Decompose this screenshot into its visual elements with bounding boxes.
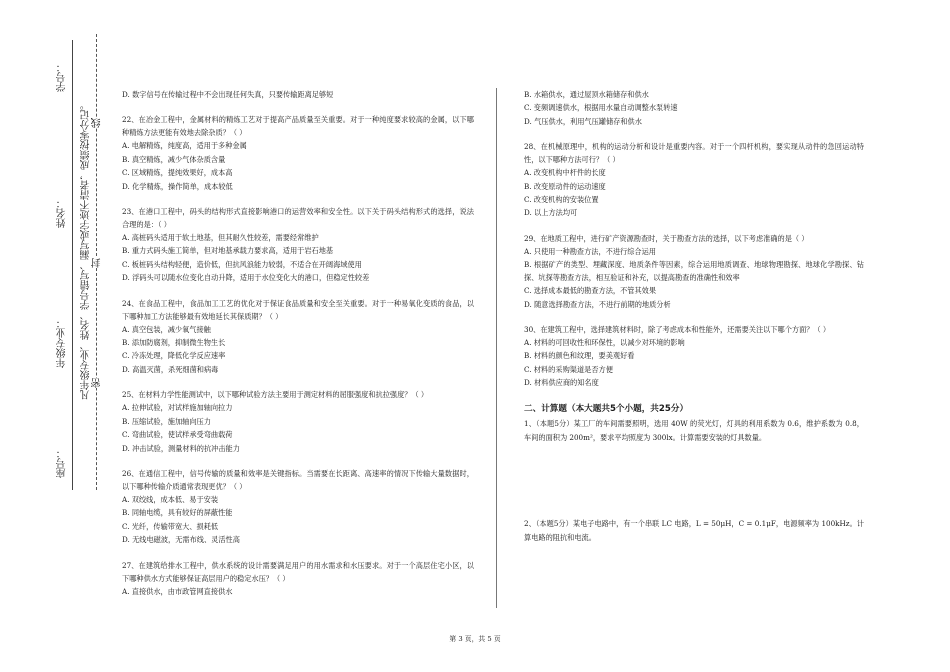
seal-mark-line: 线	[92, 118, 103, 128]
option-d[interactable]: D. 浮码头可以随水位变化自动升降，适用于水位变化大的港口，但稳定性较差	[122, 273, 370, 283]
question-30	[524, 323, 864, 390]
option-a[interactable]: A. 真空包装，减少氧气接触	[122, 324, 211, 334]
option-c[interactable]: C. 变频调速供水，根据用水量自动调整水泵转速	[524, 103, 678, 113]
question-stem: 23、在港口工程中，码头的结构形式直接影响港口的运营效率和安全性。以下关于码头结构形式的选择，说法合理的是：（ ）	[122, 207, 474, 230]
page-footer: 第 3 页，共 5 页	[449, 635, 501, 643]
seal-mark-seal: 封	[92, 258, 103, 268]
option-a[interactable]: A. 双绞线，成本低、易于安装	[122, 494, 219, 504]
option-d[interactable]: D. 气压供水，利用气压罐储存和供水	[524, 116, 642, 126]
binding-notice: 凡年级专业、姓名、学号错写、漏写或字迹不清者，成绩按零分记。	[81, 100, 92, 400]
option-d[interactable]: D. 冲击试验，测量材料的抗冲击能力	[122, 443, 240, 453]
answer-space[interactable]	[524, 445, 864, 517]
option-a[interactable]: A. 改变机构中杆件的长度	[524, 168, 606, 178]
option-b[interactable]: B. 重力式码头施工简单，但对地基承载力要求高，适用于岩石地基	[122, 246, 334, 256]
option-d[interactable]: D. 化学精炼，操作简单，成本较低	[122, 181, 233, 191]
option-d[interactable]: D. 高温灭菌，杀死细菌和病毒	[122, 364, 219, 374]
option-b[interactable]: B. 改变原动件的运动速度	[524, 181, 606, 191]
left-column	[122, 88, 474, 610]
option-a[interactable]: A. 直接供水，由市政管网直接供水	[122, 586, 233, 596]
question-24	[122, 297, 474, 377]
question-27-tail	[524, 88, 864, 128]
question-stem: 28、在机械原理中，机构的运动分析和设计是重要内容。对于一个四杆机构，要实现从动件的急回运动特性，以下哪种方法可行？（ ）	[524, 142, 864, 165]
question-stem: 24、在食品工程中，食品加工工艺的优化对于保证食品质量和安全至关重要。对于一种易氧化变质的食品，以下哪种加工方法能够最有效地延长其保质期？（ ）	[122, 298, 474, 321]
question-stem: 27、在建筑给排水工程中，供水系统的设计需要满足用户的用水需求和水压要求。对于一个高层住宅小区，以下哪种供水方式能够保证高层用户的稳定水压？（ ）	[122, 560, 474, 583]
seat-label: 座号：	[57, 448, 68, 478]
question-stem: 30、在建筑工程中，选择建筑材料时，除了考虑成本和性能外，还需要关注以下哪个方面？（ ）	[524, 325, 831, 335]
binding-solid-line	[72, 40, 73, 490]
student-id-label: 学号：	[57, 62, 68, 92]
question-stem: 29、在地质工程中，进行矿产资源勘查时，关于勘查方法的选择，以下考虑准确的是（ ）	[524, 233, 809, 243]
option-a[interactable]: A. 电解精炼，纯度高，适用于多种金属	[122, 141, 247, 151]
question-23	[122, 205, 474, 285]
question-28	[524, 140, 864, 220]
option-c[interactable]: C. 选择成本最低的勘查方法，不管其效果	[524, 286, 657, 296]
calc-question-1: 1、（本题5分）某工厂的车间需要照明，选用 40W 的荧光灯，灯具的利用系数为 0.6，维护系数为 0.8，车间的面积为 200m²，要求平均照度为 300lx。计算需要安装的灯具数量。	[524, 418, 864, 442]
calc-question-2: 2、（本题5分）某电子电路中，有一个串联 LC 电路，L = 50μH，C = 0.1μF，电源频率为 100kHz。计算电路的阻抗和电流。	[524, 518, 864, 542]
grade-major-label: 年级专业：	[57, 318, 68, 368]
option-c[interactable]: C. 冷冻处理，降低化学反应速率	[122, 351, 226, 361]
option-b[interactable]: B. 水箱供水，通过屋顶水箱储存和供水	[524, 90, 649, 99]
option-c[interactable]: C. 材料的采购渠道是否方便	[524, 364, 613, 374]
option-a[interactable]: A. 只使用一种勘查方法，不进行综合运用	[524, 246, 656, 256]
option-c[interactable]: C. 板桩码头结构轻便，造价低，但抗风浪能力较弱，不适合在开阔海域使用	[122, 259, 362, 269]
option-b[interactable]: B. 压缩试验，施加轴向压力	[122, 416, 211, 426]
option-d[interactable]: D. 材料供应商的知名度	[524, 378, 599, 388]
option-a[interactable]: A. 材料的可回收性和环保性，以减少对环境的影响	[524, 338, 685, 348]
option-b[interactable]: B. 同轴电缆，具有较好的屏蔽性能	[122, 508, 233, 518]
question-stem: 26、在通信工程中，信号传输的质量和效率是关键指标。当需要在长距离、高速率的情况下传输大量数据时，以下哪种传输介质通常表现更优？（ ）	[122, 468, 474, 491]
binding-margin	[0, 0, 120, 672]
option-c[interactable]: C. 弯曲试验，使试样承受弯曲载荷	[122, 430, 233, 440]
calculation-section	[524, 402, 864, 545]
option-b[interactable]: B. 根据矿产的类型、埋藏深度、地质条件等因素，综合运用地质调查、地球物理勘探、地球化学勘探、钻探、坑探等勘查方法，相互验证和补充，以提高勘查的准确性和效率	[524, 260, 864, 283]
question-29	[524, 232, 864, 311]
question-27	[122, 559, 474, 598]
right-column	[524, 88, 864, 545]
option-b[interactable]: B. 添加防腐剂，抑制微生物生长	[122, 338, 226, 348]
option-a[interactable]: A. 拉伸试验，对试样施加轴向拉力	[122, 403, 233, 413]
seal-mark-secret: 密	[92, 378, 103, 388]
question-stem: 22、在冶金工程中，金属材料的精炼工艺对于提高产品质量至关重要。对于一种纯度要求较高的金属，以下哪种精炼方法更能有效地去除杂质？（ ）	[122, 115, 474, 138]
option-d[interactable]: D. 无线电磁波，无需布线、灵活性高	[122, 535, 240, 545]
option-b[interactable]: B. 材料的颜色和纹理，要美观好看	[524, 351, 635, 361]
section-title: 二、计算题（本大题共5个小题，共25分）	[524, 403, 689, 414]
option-d[interactable]: D. 以上方法均可	[524, 208, 578, 218]
option-d[interactable]: D. 随意选择勘查方法，不进行前期的地质分析	[524, 299, 671, 309]
question-26	[122, 467, 474, 547]
question-22	[122, 113, 474, 193]
option-a[interactable]: A. 高桩码头适用于软土地基，但其耐久性较差，需要经常维护	[122, 233, 319, 243]
question-25	[122, 388, 474, 455]
question-21-tail	[122, 88, 474, 101]
column-divider	[496, 88, 497, 608]
option-c[interactable]: C. 改变机构的安装位置	[524, 195, 599, 205]
option-21-d[interactable]: D. 数字信号在传输过程中不会出现任何失真，只要传输距离足够短	[122, 90, 334, 99]
option-c[interactable]: C. 区域精炼，提纯效果好，成本高	[122, 168, 233, 178]
question-stem: 25、在材料力学性能测试中，以下哪种试验方法主要用于测定材料的屈服强度和抗拉强度？（ ）	[122, 390, 429, 400]
option-b[interactable]: B. 真空精炼，减少气体杂质含量	[122, 154, 226, 164]
option-c[interactable]: C. 光纤，传输带宽大、损耗低	[122, 521, 219, 531]
name-label: 姓名：	[57, 198, 68, 228]
